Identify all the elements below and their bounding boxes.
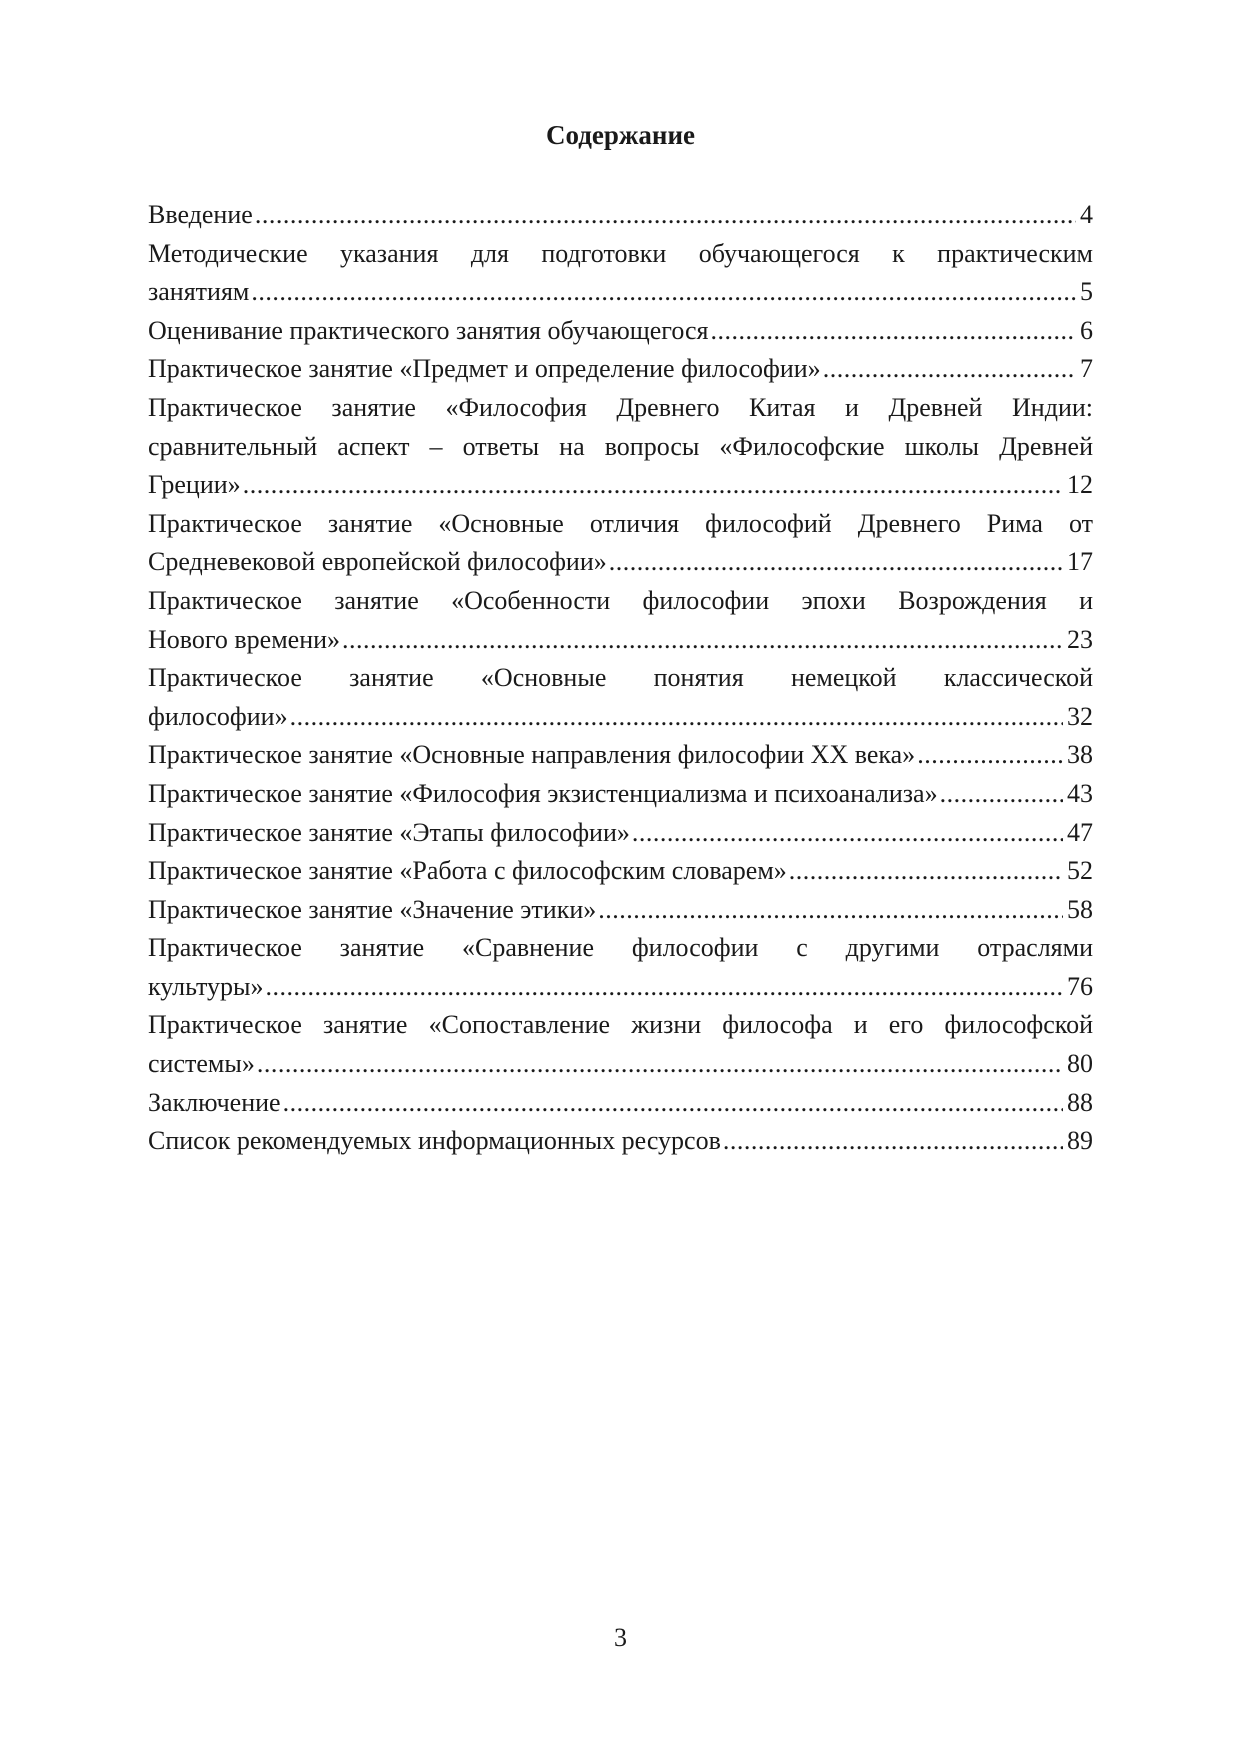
toc-entry-page-number: 43	[1067, 778, 1093, 808]
toc-entry-text: Практическое занятие «Работа с философским словарем»	[148, 856, 787, 886]
toc-entry-page-number: 58	[1067, 894, 1093, 924]
toc-entry-text-line: сравнительный аспект – ответы на вопросы «Философские школы Древней	[148, 431, 1093, 461]
toc-dot-leader	[630, 814, 1063, 853]
toc-entry-text: культуры»	[148, 971, 264, 1001]
toc-entry-leader-line	[148, 698, 1093, 737]
toc-dot-leader	[263, 968, 1063, 1007]
page-number: 3	[614, 1623, 627, 1652]
toc-entry-leader-line	[148, 273, 1093, 312]
toc-entry[interactable]	[148, 891, 1093, 930]
toc-entry-text-line: Практическое занятие «Основные понятия немецкой классической	[148, 663, 1093, 693]
toc-entry[interactable]	[148, 852, 1093, 891]
toc-entry-page-number: 7	[1080, 354, 1093, 384]
toc-entry-text: Практическое занятие «Этапы философии»	[148, 817, 630, 847]
toc-entry-leader-line	[148, 312, 1093, 351]
toc-entry-text-line: Практическое занятие «Особенности философии эпохи Возрождения и	[148, 585, 1093, 615]
toc-entry-page-number: 17	[1067, 547, 1093, 577]
toc-dot-leader	[607, 543, 1063, 582]
toc-entry[interactable]	[148, 582, 1093, 659]
toc-entry-leader-line	[148, 736, 1093, 775]
toc-entry-leader-line	[148, 196, 1093, 235]
toc-entry-leader-line	[148, 621, 1093, 660]
toc-dot-leader	[281, 1084, 1063, 1123]
toc-entry[interactable]	[148, 1084, 1093, 1123]
toc-entry-text: Оценивание практического занятия обучающегося	[148, 315, 709, 345]
toc-dot-leader	[255, 1045, 1063, 1084]
toc-entry[interactable]	[148, 1006, 1093, 1083]
toc-dot-leader	[787, 852, 1063, 891]
toc-dot-leader	[340, 621, 1063, 660]
toc-entry-leader-line	[148, 466, 1093, 505]
toc-entry-text: Нового времени»	[148, 624, 341, 654]
toc-entry-page-number: 12	[1067, 470, 1093, 500]
toc-entry-text: Практическое занятие «Философия экзистенциализма и психоанализа»	[148, 778, 938, 808]
toc-entry-page-number: 5	[1080, 277, 1093, 307]
toc-entry[interactable]	[148, 389, 1093, 505]
toc-entry-text-line: Практическое занятие «Сопоставление жизни философа и его философской	[148, 1010, 1093, 1040]
toc-entry[interactable]	[148, 659, 1093, 736]
toc-entry-text-line: Практическое занятие «Сравнение философии с другими отраслями	[148, 933, 1093, 963]
toc-dot-leader	[253, 196, 1076, 235]
toc-entry-text: Практическое занятие «Значение этики»	[148, 894, 597, 924]
toc-entry[interactable]	[148, 1122, 1093, 1161]
table-of-contents	[148, 196, 1093, 1161]
toc-entry-leader-line	[148, 350, 1093, 389]
toc-entry-page-number: 23	[1067, 624, 1093, 654]
toc-entry-leader-line	[148, 543, 1093, 582]
toc-entry-page-number: 89	[1067, 1126, 1093, 1156]
toc-dot-leader	[915, 736, 1063, 775]
toc-dot-leader	[938, 775, 1063, 814]
toc-entry[interactable]	[148, 775, 1093, 814]
toc-entry-page-number: 47	[1067, 817, 1093, 847]
toc-entry-page-number: 38	[1067, 740, 1093, 770]
toc-dot-leader	[596, 891, 1063, 930]
toc-entry-text: философии»	[148, 701, 288, 731]
toc-entry-text: Средневековой европейской философии»	[148, 547, 607, 577]
toc-entry-text: занятиям	[148, 277, 250, 307]
toc-entry[interactable]	[148, 736, 1093, 775]
toc-entry-leader-line	[148, 891, 1093, 930]
toc-entry-leader-line	[148, 1045, 1093, 1084]
toc-entry-page-number: 6	[1080, 315, 1093, 345]
toc-entry-page-number: 80	[1067, 1049, 1093, 1079]
toc-entry-text: Заключение	[148, 1087, 281, 1117]
toc-entry-page-number: 4	[1080, 200, 1093, 229]
toc-entry[interactable]	[148, 196, 1093, 235]
toc-entry-text-line: Методические указания для подготовки обучающегося к практическим	[148, 238, 1093, 268]
toc-dot-leader	[708, 312, 1076, 351]
toc-dot-leader	[241, 466, 1063, 505]
toc-entry-text: Греции»	[148, 470, 241, 500]
toc-entry[interactable]	[148, 350, 1093, 389]
toc-entry-text: Введение	[148, 200, 253, 229]
toc-dot-leader	[288, 698, 1063, 737]
toc-dot-leader	[721, 1122, 1063, 1161]
toc-entry-text: Практическое занятие «Предмет и определение философии»	[148, 354, 821, 384]
toc-entry-leader-line	[148, 775, 1093, 814]
toc-entry-leader-line	[148, 852, 1093, 891]
toc-title: Содержание	[545, 120, 696, 150]
toc-entry-page-number: 76	[1067, 971, 1093, 1001]
toc-entry-leader-line	[148, 814, 1093, 853]
toc-dot-leader	[249, 273, 1076, 312]
toc-dot-leader	[821, 350, 1076, 389]
toc-entry[interactable]	[148, 235, 1093, 312]
toc-entry-text: Практическое занятие «Основные направления философии XX века»	[148, 740, 916, 770]
toc-entry-page-number: 52	[1067, 856, 1093, 886]
toc-entry-page-number: 88	[1067, 1087, 1093, 1117]
toc-entry-text-line: Практическое занятие «Философия Древнего Китая и Древней Индии:	[148, 392, 1093, 422]
toc-entry-page-number: 32	[1067, 701, 1093, 731]
toc-entry[interactable]	[148, 929, 1093, 1006]
toc-entry-text-line: Практическое занятие «Основные отличия философий Древнего Рима от	[148, 508, 1093, 538]
toc-entry-leader-line	[148, 1122, 1093, 1161]
toc-entry[interactable]	[148, 814, 1093, 853]
toc-entry-text: системы»	[148, 1049, 255, 1079]
toc-entry[interactable]	[148, 505, 1093, 582]
toc-entry[interactable]	[148, 312, 1093, 351]
toc-entry-leader-line	[148, 1084, 1093, 1123]
toc-entry-text: Список рекомендуемых информационных ресурсов	[148, 1126, 721, 1156]
toc-entry-leader-line	[148, 968, 1093, 1007]
